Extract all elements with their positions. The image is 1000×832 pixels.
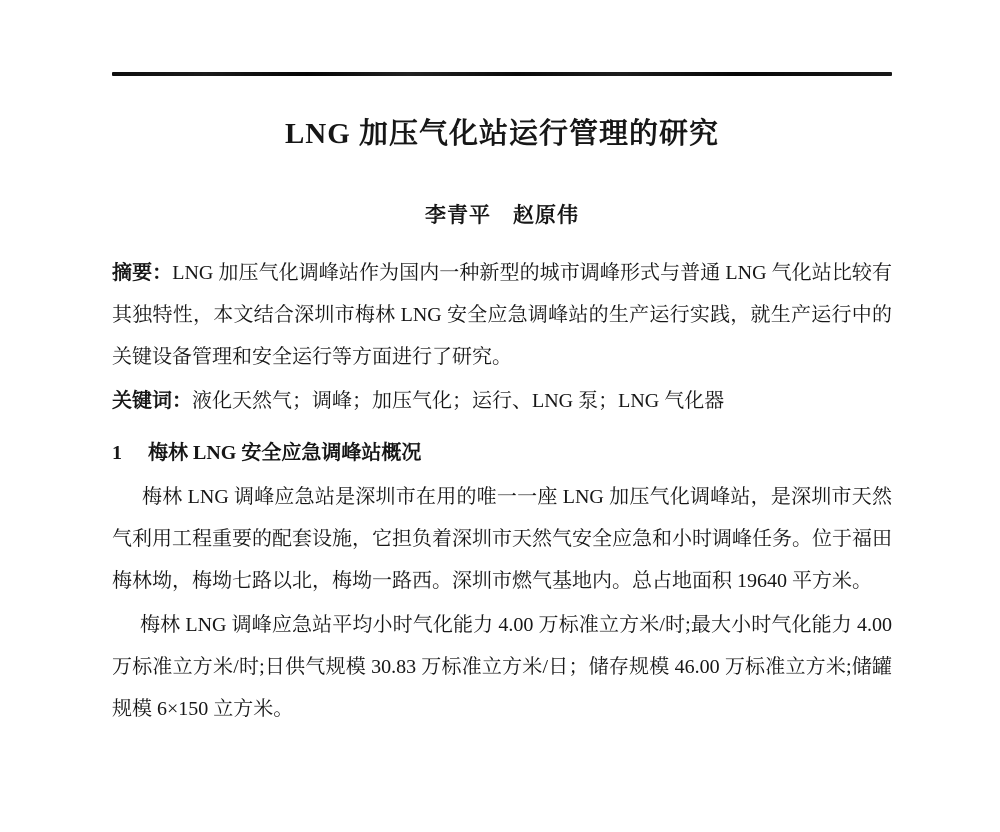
paper-authors: 李青平 赵原伟 <box>425 203 579 227</box>
section-1-title: 梅林 LNG 安全应急调峰站概况 <box>148 442 422 464</box>
document-page <box>112 72 892 730</box>
header-rule <box>112 72 892 76</box>
abstract-text: LNG 加压气化调峰站作为国内一种新型的城市调峰形式与普通 LNG 气化站比较有其独特性，本文结合深圳市梅林 LNG 安全应急调峰站的生产运行实践，就生产运行中的关键设备管理和安全运行等方面进行了研究。 <box>112 262 892 368</box>
section-1-heading <box>112 432 892 474</box>
abstract-label: 摘要： <box>112 262 173 284</box>
section-1-paragraph-2: 梅林 LNG 调峰应急站平均小时气化能力 4.00 万标准立方米/时;最大小时气化能力 4.00 万标准立方米/时;日供气规模 30.83 万标准立方米/日；储存规模 46.00 万标准立方米;储罐规模 6×150 立方米。 <box>112 614 892 720</box>
keywords-text: 液化天然气；调峰；加压气化；运行、LNG 泵；LNG 气化器 <box>192 390 725 412</box>
section-1-number: 1 <box>112 442 122 464</box>
keywords-label: 关键词： <box>112 390 192 412</box>
section-1-paragraph-1: 梅林 LNG 调峰应急站是深圳市在用的唯一一座 LNG 加压气化调峰站，是深圳市天然气利用工程重要的配套设施，它担负着深圳市天然气安全应急和小时调峰任务。位于福田梅林坳，梅坳七路以北，梅坳一路西。深圳市燃气基地内。总占地面积 19640 平方米。 <box>112 486 892 592</box>
keywords-paragraph <box>112 380 892 422</box>
paper-title: LNG 加压气化站运行管理的研究 <box>284 118 720 150</box>
abstract-paragraph <box>112 252 892 378</box>
